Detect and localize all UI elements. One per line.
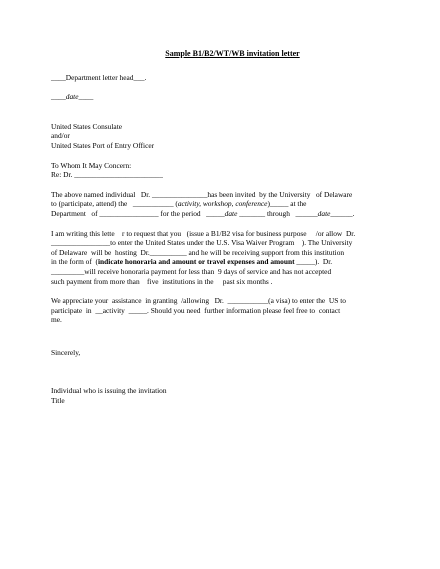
- p1-line-2: [51, 199, 396, 209]
- p3-line-1: We appreciate your assistance in granting /allowing Dr. ___________(a visa) to enter the US to: [51, 296, 346, 306]
- signature-line-1: Individual who is issuing the invitation: [51, 386, 167, 396]
- p1-line-3: [51, 209, 396, 219]
- letter-head-line: ____Department letter head___.: [51, 72, 147, 82]
- salutation-to: To Whom It May Concern:: [51, 160, 132, 170]
- p1-line-2-a: to (participate, attend) the ___________ (: [51, 199, 178, 209]
- address-line-3: United States Port of Entry Officer: [51, 140, 155, 150]
- p2-line-4-c: _____). Dr.: [294, 257, 333, 267]
- p2-line-1: I am writing this lette r to request that you (issue a B1/B2 visa for business purpose /or allow Dr.: [51, 228, 356, 238]
- date-placeholder: ____date____: [51, 92, 94, 102]
- letter-page: [51, 49, 396, 406]
- p1-line-1: The above named individual Dr. _______________has been invited by the University of Delaware: [51, 189, 353, 199]
- address-line-2: and/or: [51, 131, 70, 141]
- p1-line-3-c: ______.: [330, 208, 355, 218]
- p2-line-4-bold: indicate honoraria and amount or travel expenses and amount: [98, 257, 295, 267]
- p3-line-2: participate in __activity _____. Should you need further information please feel free to contact: [51, 305, 341, 315]
- p2-line-4: [51, 257, 396, 267]
- p1-line-3-a: Department of ________________ for the period _____: [51, 208, 225, 218]
- p1-line-3-date2: date: [317, 208, 331, 218]
- p1-line-2-italic: activity, workshop, conference: [177, 199, 268, 209]
- p2-line-5: _________will receive honoraria payment for less than 9 days of service and has not accepted: [51, 266, 332, 276]
- p2-line-2: ________________to enter the United States under the U.S. Visa Waiver Program ). The University: [51, 238, 353, 248]
- p1-line-3-b: _______ through ______: [237, 208, 318, 218]
- date-line: [51, 92, 396, 102]
- p1-line-3-date1: date: [224, 208, 238, 218]
- paragraph-3: [51, 296, 396, 325]
- signature-line-2: Title: [51, 396, 65, 406]
- p2-line-6: such payment from more than five institutions in the past six months .: [51, 276, 273, 286]
- p2-line-3: of Delaware will be hosting Dr.__________ and he will be receiving support from this institution: [51, 247, 345, 257]
- paragraph-1: [51, 190, 396, 219]
- closing: Sincerely,: [51, 347, 81, 357]
- p2-line-4-a: in the form of (: [51, 257, 98, 267]
- address-line-1: United States Consulate: [51, 121, 123, 131]
- letter-title: Sample B1/B2/WT/WB invitation letter: [165, 49, 300, 58]
- salutation-re: Re: Dr. ________________________: [51, 170, 163, 180]
- recipient-address: [51, 122, 396, 151]
- p1-line-2-b: )_____ at the: [267, 199, 307, 209]
- signature-block: [51, 386, 396, 405]
- salutation-block: [51, 161, 396, 180]
- paragraph-2: [51, 229, 396, 287]
- p3-line-3: me.: [51, 315, 62, 325]
